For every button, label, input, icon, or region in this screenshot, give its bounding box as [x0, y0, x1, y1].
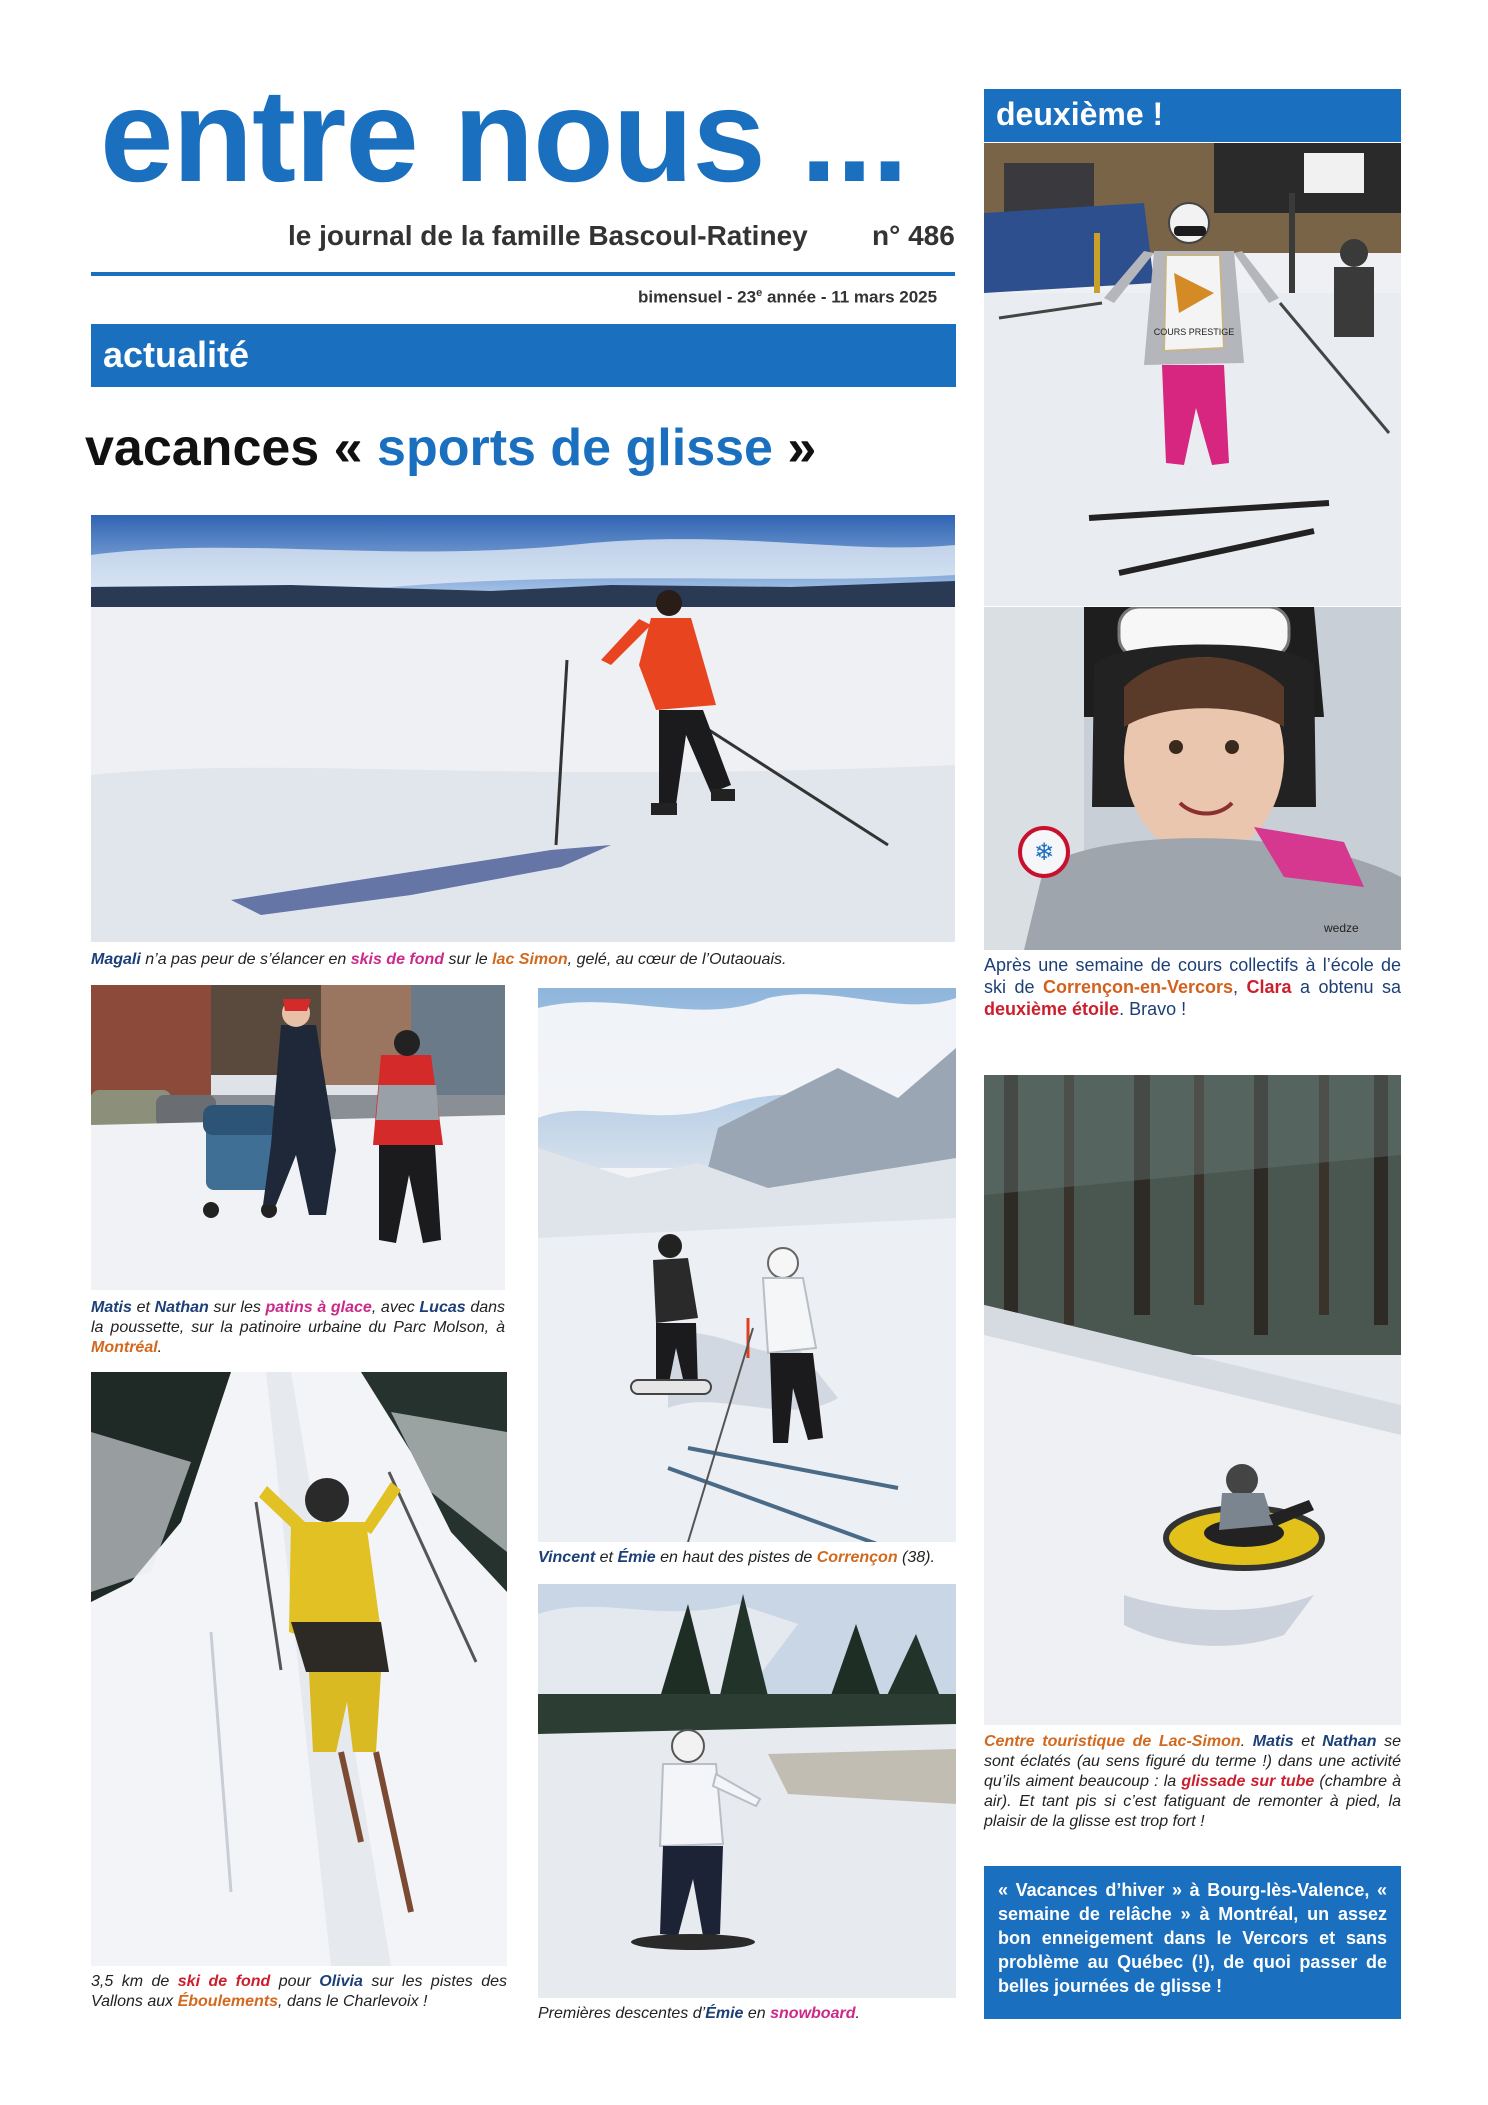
caption-olivia: 3,5 km de ski de fond pour Olivia sur les pistes des Vallons aux Éboulements, dans le Charlevoix !	[91, 1973, 508, 2010]
sidebar-title: deuxième !	[996, 96, 1164, 132]
photo-emie-snowboard	[538, 1584, 956, 1998]
sidebar-header	[984, 89, 1401, 142]
section-title: actualité	[103, 334, 250, 375]
photo-tube-slide	[984, 1075, 1401, 1725]
photo-lake-skier	[91, 515, 955, 942]
page-headline: vacances « sports de glisse »	[85, 419, 817, 477]
photo-clara-ski-school	[984, 143, 1401, 606]
caption-tube: Centre touristique de Lac-Simon. Matis et Nathan se sont éclatés (au sens figuré du terme !) dans une activité qu’ils aiment beaucoup : la glissade sur tube (chambre à air). Et tant pis si c’est fatiguant de remonter à pied, la plaisir de la glisse est trop fort !	[984, 1733, 1402, 1830]
section-header	[91, 324, 956, 387]
caption-snowboard: Premières descentes d’Émie en snowboard.	[538, 2005, 860, 2022]
photo-correncon-slopes	[538, 988, 956, 1542]
caption-clara: Après une semaine de cours collectifs à l’école de ski de Corrençon-en-Vercors, Clara a obtenu sa deuxième étoile. Bravo !	[984, 955, 1401, 1019]
photo-olivia-skiing	[91, 1372, 507, 1966]
photo-skating-montreal	[91, 985, 505, 1290]
photo-clara-star-medal	[984, 607, 1401, 950]
caption-correncon: Vincent et Émie en haut des pistes de Corrençon (38).	[538, 1549, 935, 1566]
caption-lake: Magali n’a pas peur de s’élancer en skis de fond sur le lac Simon, gelé, au cœur de l’Outaouais.	[91, 951, 787, 968]
journal-logo: entre nous ...	[100, 62, 908, 209]
jacket-brand: wedze	[1324, 921, 1359, 935]
summary-box: « Vacances d’hiver » à Bourg-lès-Valence, « semaine de relâche » à Montréal, un assez bon enneigement dans le Vercors et sans problème au Québec (!), de quoi passer de belles journées de glisse !	[984, 1866, 1401, 2019]
issue-number: n° 486	[872, 220, 955, 251]
bib-text: COURS PRESTIGE	[1153, 327, 1235, 337]
journal-subtitle: le journal de la famille Bascoul-Ratiney	[288, 220, 808, 251]
masthead-rule	[91, 272, 955, 276]
svg-text:❄: ❄	[1033, 839, 1055, 866]
caption-skating: Matis et Nathan sur les patins à glace, avec Lucas dans la poussette, sur la patinoire urbaine du Parc Molson, à Montréal.	[91, 1299, 506, 1356]
dateline: bimensuel - 23e année - 11 mars 2025	[638, 287, 938, 307]
